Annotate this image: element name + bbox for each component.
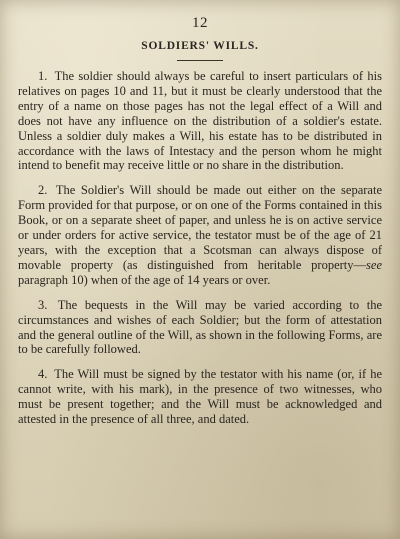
paragraph-number: 1.	[38, 69, 48, 83]
paragraph-number: 4.	[38, 367, 48, 382]
page-heading: SOLDIERS' WILLS.	[141, 40, 259, 52]
paragraph-1	[18, 69, 382, 173]
paragraph-text: The Will must be signed by the testator with his name (or, if he cannot write, with his mark), in the presence of two witnesses, who must be present together; and the Will must be acknowledged and attested in the presence of all three, and dated.	[18, 367, 382, 427]
paragraph-number: 3.	[38, 297, 48, 312]
paragraph-text: The Soldier's Will should be made out either on the separate Form provided for that purpose, or on one of the Forms contained in this Book, or on a separate sheet of paper, and unless he is on active service or under orders for active service, the testator must be of the age of 21 years, with the exception that a Scotsman can always dispose of movable property (as distinguished from heritable property—	[18, 183, 382, 272]
paragraph-text: The bequests in the Will may be varied according to the circumstances and wishes of each Soldier; but the form of attestation and the general outline of the Will, as shown in the following Forms, are to be carefully followed.	[18, 297, 382, 357]
paragraph-number: 2.	[38, 183, 48, 198]
paragraph-4	[18, 367, 382, 427]
see-reference: see	[366, 257, 382, 272]
page-number: 12	[192, 15, 208, 31]
paragraph-3	[18, 298, 382, 358]
heading-divider	[177, 60, 223, 61]
paragraph-text-continued: paragraph 10) when of the age of 14 years or over.	[18, 272, 271, 287]
paragraph-text: The soldier should always be careful to insert particulars of his relatives on pages 10 and 11, but it must be clearly understood that the entry of a name on those pages has not the legal effect of a Will and does not have any influence on the distribution of a soldier's estate. Unless a soldier duly makes a Will, his estate has to be distributed in accordance with the laws of Intestacy and the person whom he might intend to benefit may receive little or no share in the distribution.	[18, 69, 382, 173]
paragraph-2	[18, 183, 382, 287]
